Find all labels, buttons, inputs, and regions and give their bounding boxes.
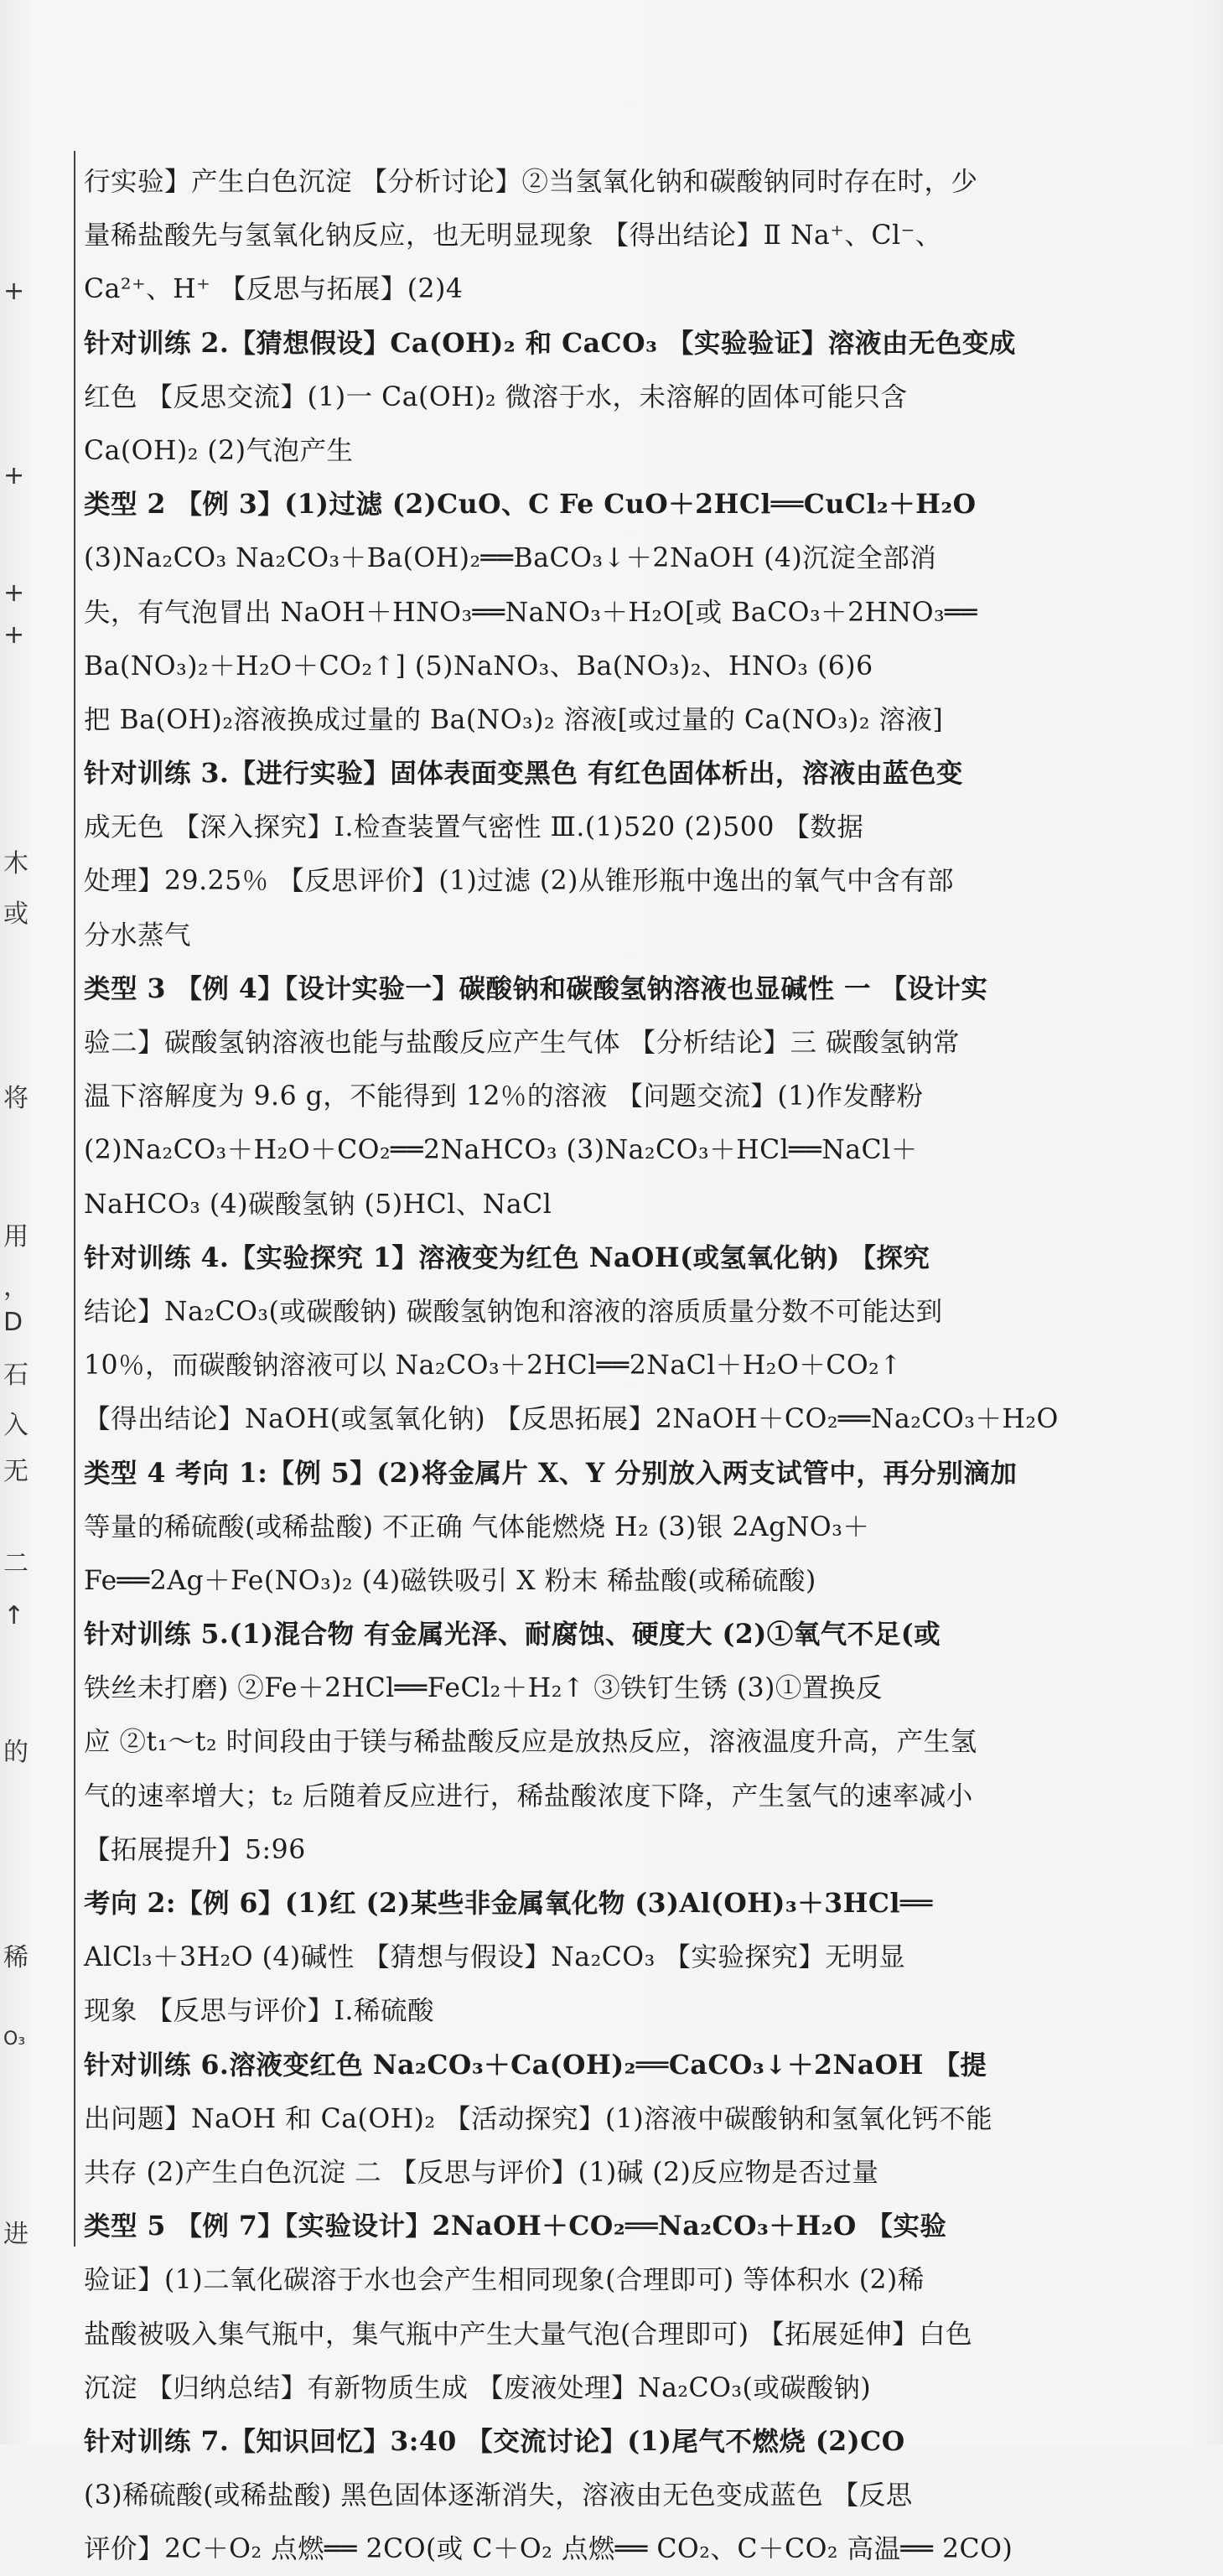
text-line: AlCl₃＋3H₂O (4)碱性 【猜想与假设】Na₂CO₃ 【实验探究】无明显 bbox=[84, 1942, 906, 1973]
text-line: 结论】Na₂CO₃(或碳酸钠) 碳酸氢钠饱和溶液的溶质质量分数不可能达到 bbox=[84, 1296, 943, 1327]
text-line: 类型 2 【例 3】(1)过滤 (2)CuO、C Fe CuO＋2HCl══CuCl₂＋H₂O bbox=[84, 489, 977, 521]
text-line: 验二】碳酸氢钠溶液也能与盐酸反应产生气体 【分析结论】三 碳酸氢钠常 bbox=[84, 1028, 961, 1058]
gutter-mark: 无 bbox=[3, 1457, 29, 1486]
gutter-mark: + bbox=[3, 620, 25, 650]
text-line: Ba(NO₃)₂＋H₂O＋CO₂↑] (5)NaNO₃、Ba(NO₃)₂、HNO₃ (6)6 bbox=[84, 650, 873, 682]
gutter-mark: 石 bbox=[3, 1361, 29, 1390]
text-line: 评价】2C＋O₂ 点燃══ 2CO(或 C＋O₂ 点燃══ CO₂、C＋CO₂ 高温══ 2CO) bbox=[84, 2534, 1013, 2565]
gutter-mark: + bbox=[3, 461, 25, 490]
left-gutter-fragments bbox=[0, 0, 34, 2444]
text-line: 类型 4 考向 1:【例 5】(2)将金属片 X、Y 分别放入两支试管中，再分别滴加 bbox=[84, 1457, 1018, 1489]
gutter-mark: 二 bbox=[3, 1549, 29, 1578]
text-line: 针对训练 2.【猜想假设】Ca(OH)₂ 和 CaCO₃ 【实验验证】溶液由无色变成 bbox=[84, 327, 1016, 359]
text-line: 气的速率增大；t₂ 后随着反应进行，稀盐酸浓度下降，产生氢气的速率减小 bbox=[84, 1780, 973, 1811]
gutter-mark: 用 bbox=[3, 1222, 29, 1252]
text-line: 考向 2:【例 6】(1)红 (2)某些非金属氧化物 (3)Al(OH)₃＋3HCl══ bbox=[84, 1888, 933, 1919]
gutter-mark: O₃ bbox=[3, 2029, 26, 2050]
text-line: 成无色 【深入探究】Ⅰ.检查装置气密性 Ⅲ.(1)520 (2)500 【数据 bbox=[84, 812, 864, 843]
text-line: 10％，而碳酸钠溶液可以 Na₂CO₃＋2HCl══2NaCl＋H₂O＋CO₂↑ bbox=[84, 1350, 903, 1381]
text-line: 沉淀 【归纳总结】有新物质生成 【废液处理】Na₂CO₃(或碳酸钠) bbox=[84, 2372, 872, 2403]
text-line: 盐酸被吸入集气瓶中，集气瓶中产生大量气泡(合理即可) 【拓展延伸】白色 bbox=[84, 2319, 973, 2350]
text-line: 针对训练 4.【实验探究 1】溶液变为红色 NaOH(或氢氧化钠) 【探究 bbox=[84, 1241, 930, 1273]
text-line: 铁丝未打磨) ②Fe＋2HCl══FeCl₂＋H₂↑ ③铁钉生锈 (3)①置换反 bbox=[84, 1673, 883, 1704]
text-line: 类型 5 【例 7】【实验设计】2NaOH＋CO₂══Na₂CO₃＋H₂O 【实验 bbox=[84, 2211, 947, 2242]
text-line: 行实验】产生白色沉淀 【分析讨论】②当氢氧化钠和碳酸钠同时存在时，少 bbox=[84, 167, 978, 197]
text-line: 【拓展提升】5:96 bbox=[84, 1834, 306, 1865]
gutter-mark: ， bbox=[3, 1272, 29, 1302]
text-line: Fe══2Ag＋Fe(NO₃)₂ (4)磁铁吸引 X 粉末 稀盐酸(或稀硫酸) bbox=[84, 1565, 816, 1596]
text-line: 量稀盐酸先与氢氧化钠反应，也无明显现象 【得出结论】Ⅱ Na⁺、Cl⁻、 bbox=[84, 220, 942, 251]
gutter-mark: 或 bbox=[3, 899, 29, 929]
gutter-mark: + bbox=[3, 578, 25, 608]
text-line: 处理】29.25％ 【反思评价】(1)过滤 (2)从锥形瓶中逸出的氧气中含有部 bbox=[84, 866, 954, 897]
text-line: 把 Ba(OH)₂溶液换成过量的 Ba(NO₃)₂ 溶液[或过量的 Ca(NO₃)₂ 溶液] bbox=[84, 704, 944, 735]
text-line: 分水蒸气 bbox=[84, 920, 192, 951]
text-line: 共存 (2)产生白色沉淀 二 【反思与评价】(1)碱 (2)反应物是否过量 bbox=[84, 2157, 879, 2188]
text-line: 应 ②t₁～t₂ 时间段由于镁与稀盐酸反应是放热反应，溶液温度升高，产生氢 bbox=[84, 1727, 977, 1758]
gutter-mark: 入 bbox=[3, 1411, 29, 1440]
text-line: 失，有气泡冒出 NaOH＋HNO₃══NaNO₃＋H₂O[或 BaCO₃＋2HNO₃══ bbox=[84, 597, 978, 628]
text-line: (3)稀硫酸(或稀盐酸) 黑色固体逐渐消失，溶液由无色变成蓝色 【反思 bbox=[84, 2480, 913, 2511]
answer-text-block bbox=[84, 155, 1174, 2576]
text-line: 【得出结论】NaOH(或氢氧化钠) 【反思拓展】2NaOH＋CO₂══Na₂CO₃＋H₂O bbox=[84, 1404, 1059, 1435]
text-line: Ca²⁺、H⁺ 【反思与拓展】(2)4 bbox=[84, 274, 464, 305]
gutter-mark: 木 bbox=[3, 849, 29, 879]
text-line: 针对训练 6.溶液变红色 Na₂CO₃＋Ca(OH)₂══CaCO₃↓＋2NaOH 【提 bbox=[84, 2049, 987, 2081]
text-line: 类型 3 【例 4】【设计实验一】碳酸钠和碳酸氢钠溶液也显碱性 一 【设计实 bbox=[84, 972, 988, 1004]
text-line: 出问题】NaOH 和 Ca(OH)₂ 【活动探究】(1)溶液中碳酸钠和氢氧化钙不能 bbox=[84, 2103, 993, 2134]
text-line: 针对训练 7.【知识回忆】3:40 【交流讨论】(1)尾气不燃烧 (2)CO bbox=[84, 2425, 905, 2457]
text-line: 针对训练 5.(1)混合物 有金属光泽、耐腐蚀、硬度大 (2)①氧气不足(或 bbox=[84, 1619, 941, 1651]
gutter-mark: 稀 bbox=[3, 1943, 29, 1972]
text-line: 等量的稀硫酸(或稀盐酸) 不正确 气体能燃烧 H₂ (3)银 2AgNO₃＋ bbox=[84, 1511, 870, 1542]
text-line: NaHCO₃ (4)碳酸氢钠 (5)HCl、NaCl bbox=[84, 1189, 552, 1220]
text-line: 红色 【反思交流】(1)一 Ca(OH)₂ 微溶于水，未溶解的固体可能只含 bbox=[84, 381, 908, 412]
text-line: Ca(OH)₂ (2)气泡产生 bbox=[84, 435, 354, 466]
text-line: 针对训练 3.【进行实验】固体表面变黑色 有红色固体析出，溶液由蓝色变 bbox=[84, 758, 963, 790]
column-rule bbox=[74, 151, 75, 2247]
gutter-mark: + bbox=[3, 277, 25, 306]
gutter-mark: ↑ bbox=[3, 1601, 25, 1630]
gutter-mark: D bbox=[3, 1308, 23, 1337]
gutter-mark: 的 bbox=[3, 1738, 29, 1767]
gutter-mark: 进 bbox=[3, 2220, 29, 2249]
text-line: 验证】(1)二氧化碳溶于水也会产生相同现象(合理即可) 等体积水 (2)稀 bbox=[84, 2265, 925, 2296]
text-line: (3)Na₂CO₃ Na₂CO₃＋Ba(OH)₂══BaCO₃↓＋2NaOH (4)沉淀全部消 bbox=[84, 543, 937, 574]
text-line: (2)Na₂CO₃＋H₂O＋CO₂══2NaHCO₃ (3)Na₂CO₃＋HCl══NaCl＋ bbox=[84, 1135, 918, 1166]
gutter-mark: 将 bbox=[3, 1084, 29, 1113]
text-line: 现象 【反思与评价】Ⅰ.稀硫酸 bbox=[84, 1996, 434, 2027]
text-line: 温下溶解度为 9.6 g，不能得到 12％的溶液 【问题交流】(1)作发酵粉 bbox=[84, 1081, 924, 1112]
